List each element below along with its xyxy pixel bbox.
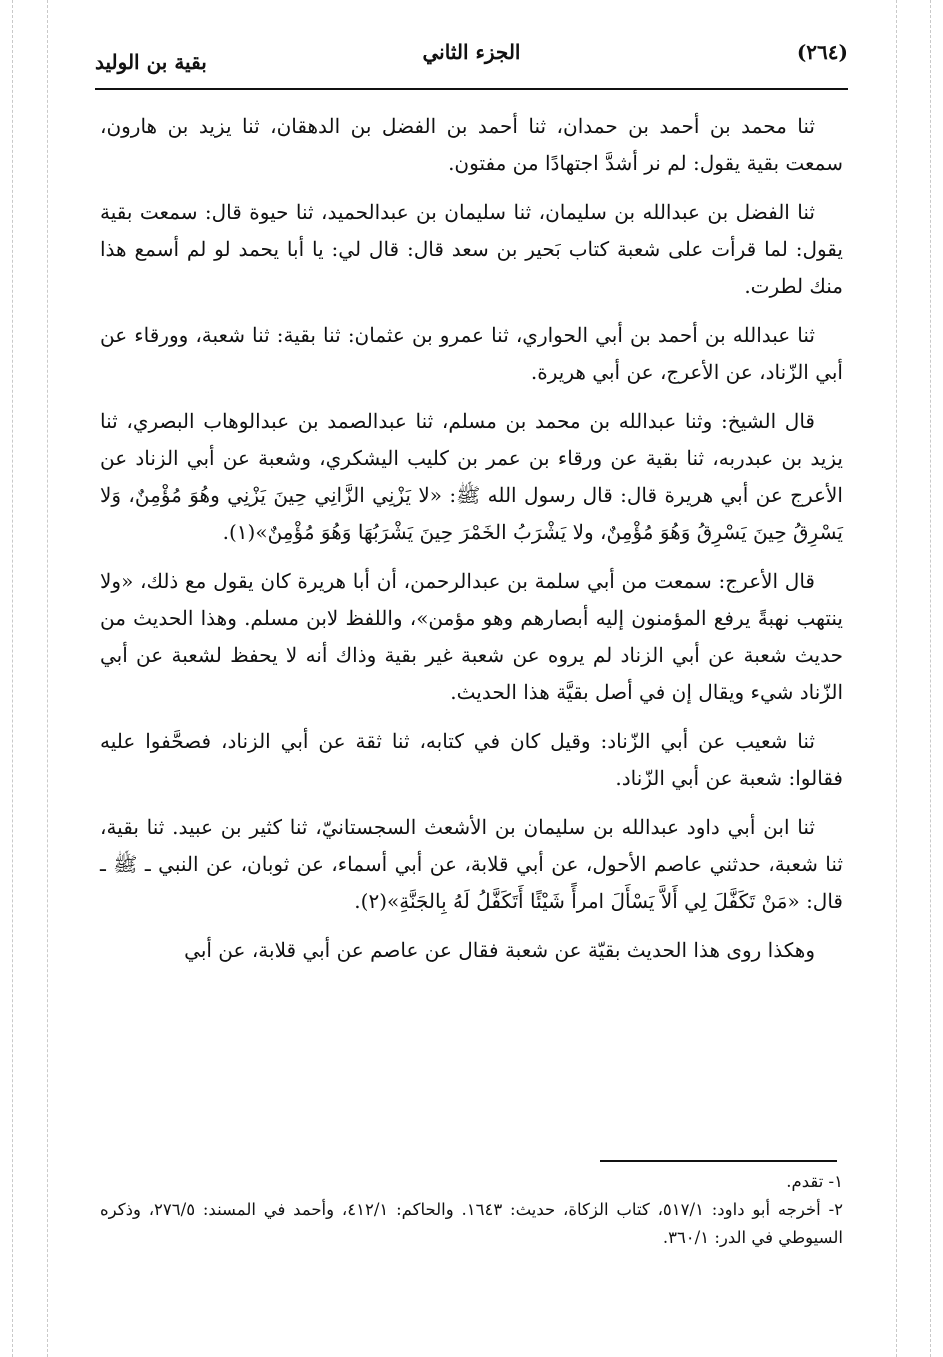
paragraph: ثنا عبدالله بن أحمد بن أبي الحواري، ثنا عمرو بن عثمان: ثنا بقية: ثنا شعبة، وورقاء عن أبي الزّناد، عن الأعرج، عن أبي هريرة. (100, 323, 843, 384)
page-number: (٢٦٤) (796, 40, 848, 64)
part-label: الجزء الثاني (422, 40, 521, 64)
scan-guide-line (896, 0, 897, 1357)
footnote: ١- تقدم. (786, 1172, 843, 1191)
page-header (95, 36, 848, 76)
paragraph: قال الأعرج: سمعت من أبي سلمة بن عبدالرحمن، أن أبا هريرة كان يقول مع ذلك، «ولا ينتهب نهبةً يرفع المؤمنون إليه أبصارهم وهو مؤمن»، واللفظ لابن مسلم. وهذا الحديث من حديث شعبة عن أبي الزناد لم يروه عن شعبة غير بقية وذاك أنه لا يحفظ لشعبة عن أبي الزّناد شيء ويقال إن في أصل بقيَّة هذا الحديث. (100, 569, 843, 704)
footnote-divider (600, 1160, 837, 1162)
scan-guide-line (930, 0, 931, 1357)
paragraph: ثنا الفضل بن عبدالله بن سليمان، ثنا سليمان بن عبدالحميد، ثنا حيوة قال: سمعت بقية يقول: لما قرأت على شعبة كتاب بَحير بن سعد قال: قال لي: يا أبا يحمد لو لم أسمع هذا منك لطرت. (100, 200, 843, 298)
header-divider (95, 88, 848, 90)
footnotes (100, 1168, 843, 1252)
paragraph: قال الشيخ: وثنا عبدالله بن محمد بن مسلم، ثنا عبدالصمد بن عبدالوهاب البصري، ثنا يزيد بن عبدربه، ثنا بقية عن ورقاء بن عمر بن كليب اليشكري، وشعبة عن أبي الزناد عن الأعرج عن أبي هريرة قال: قال رسول الله ﷺ: «لا يَزْنِي الزَّانِي حِينَ يَزْنِي وهُوَ مُؤْمِنٌ، وَلا يَسْرِقُ حِينَ يَسْرِقُ وَهُوَ مُؤْمِنٌ، ولا يَشْرَبُ الخَمْرَ حِينَ يَشْرَبُهَا وَهُوَ مُؤْمِنٌ»(١). (100, 409, 843, 544)
main-text (100, 108, 843, 981)
paragraph: ثنا شعيب عن أبي الزّناد: وقيل كان في كتابه، ثنا ثقة عن أبي الزناد، فصحَّفوا عليه فقالوا: شعبة عن أبي الزّناد. (100, 729, 843, 790)
paragraph: ثنا محمد بن أحمد بن حمدان، ثنا أحمد بن الفضل بن الدهقان، ثنا يزيد بن هارون، سمعت بقية يقول: لم نر أشدَّ اجتهادًا من مفتون. (100, 114, 843, 175)
paragraph: وهكذا روى هذا الحديث بقيّة عن شعبة فقال عن عاصم عن أبي قلابة، عن أبي (184, 938, 815, 962)
scan-guide-line (12, 0, 13, 1357)
paragraph: ثنا ابن أبي داود عبدالله بن سليمان بن الأشعث السجستانيّ، ثنا كثير بن عبيد. ثنا بقية، ثنا شعبة، حدثني عاصم الأحول، عن أبي قلابة، عن أبي أسماء، عن ثوبان، عن النبي ـ ﷺ ـ قال: «مَنْ تَكَفَّلَ لِي أَلاَّ يَسْأَلَ امرأً شَيْئًا أَتَكَفَّلُ لَهُ بِالجَنَّةِ»(٢). (100, 815, 843, 913)
book-title: بقية بن الوليد (95, 50, 207, 74)
scan-guide-line (47, 0, 48, 1357)
footnote: ٢- أخرجه أبو داود: ٥١٧/١، كتاب الزكاة، حديث: ١٦٤٣. والحاكم: ٤١٢/١، وأحمد في المسند: ٢٧٦/٥، وذكره السيوطي في الدر: ٣٦٠/١. (100, 1200, 844, 1247)
